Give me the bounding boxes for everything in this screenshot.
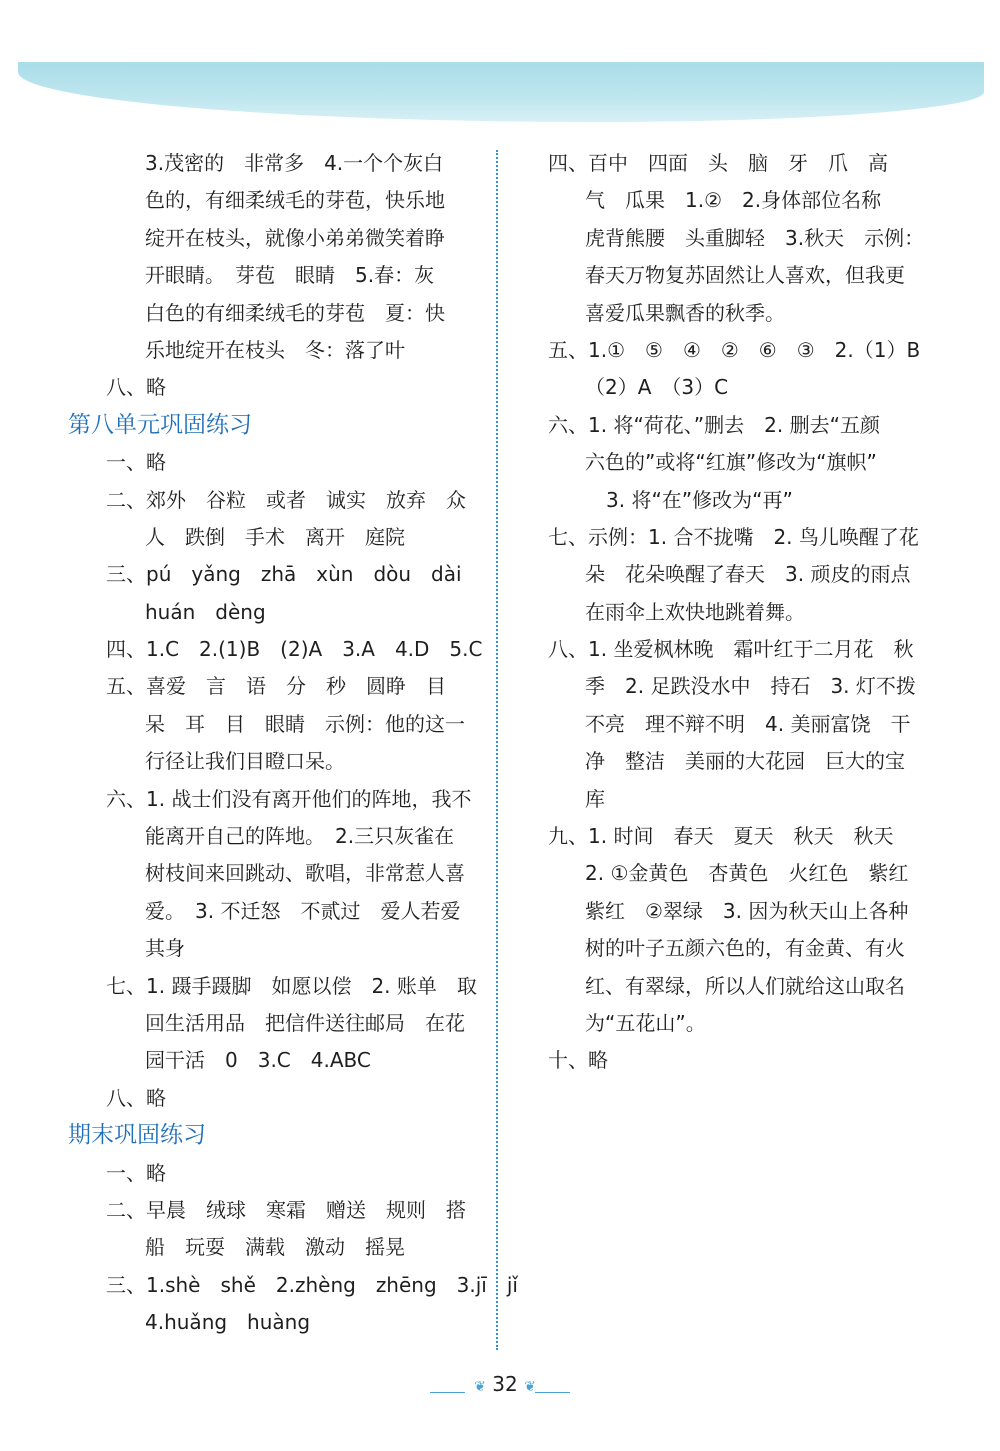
- answer-line: 乐地绽开在枝头 冬：落了叶: [145, 337, 405, 362]
- answer-line: 在雨伞上欢快地跳着舞。: [585, 599, 805, 624]
- answer-line: 不亮 理不辩不明 4. 美丽富饶 干: [585, 711, 911, 736]
- answer-line: 园干活 0 3.C 4.ABC: [145, 1048, 371, 1073]
- answer-line: 色的，有细柔绒毛的芽苞，快乐地: [145, 188, 445, 213]
- answer-line: 八、1. 坐爱枫林晚 霜叶红于二月花 秋: [548, 637, 914, 662]
- answer-line: 九、1. 时间 春天 夏天 秋天 秋天: [548, 824, 894, 849]
- answer-line: 库: [585, 786, 605, 811]
- answer-line: 回生活用品 把信件送往邮局 在花: [145, 1010, 465, 1035]
- answer-line: 能离开自己的阵地。 2.三只灰雀在: [145, 824, 455, 849]
- answer-line: （2）A （3）C: [585, 375, 729, 400]
- answer-line: 十、略: [548, 1048, 608, 1073]
- answer-line: 3.茂密的 非常多 4.一个个灰白: [145, 151, 444, 175]
- answer-line: 气 瓜果 1.② 2.身体部位名称: [585, 188, 882, 213]
- answer-line: 季 2. 足跌没水中 持石 3. 灯不拨: [585, 674, 916, 699]
- answer-line: 喜爱瓜果飘香的秋季。: [585, 300, 785, 325]
- answer-line: 绽开在枝头，就像小弟弟微笑着睁: [145, 225, 445, 250]
- answer-line: 二、郊外 谷粒 或者 诚实 放弃 众: [106, 487, 466, 512]
- answer-line: 一、略: [106, 450, 166, 475]
- answer-line: 六色的”或将“红旗”修改为“旗帜”: [585, 450, 877, 475]
- answer-line: 一、略: [106, 1160, 166, 1185]
- answer-line: 六、1. 将“荷花、”删去 2. 删去“五颜: [548, 412, 880, 437]
- section-title: 期末巩固练习: [68, 1122, 206, 1149]
- answer-line: 行径让我们目瞪口呆。: [145, 749, 345, 774]
- left-column: [40, 145, 518, 1342]
- answer-line: 七、1. 蹑手蹑脚 如愿以偿 2. 账单 取: [106, 973, 477, 998]
- answer-line: 二、早晨 绒球 寒霜 赠送 规则 搭: [106, 1197, 466, 1222]
- answer-line: 爱。 3. 不迁怒 不贰过 爱人若爱: [145, 898, 461, 923]
- answer-line: 树枝间来回跳动、歌唱，非常惹人喜: [145, 861, 465, 886]
- answer-line: huán dèng: [145, 599, 266, 624]
- answer-line: 五、喜爱 言 语 分 秒 圆睁 目: [106, 674, 446, 699]
- answer-line: 呆 耳 目 眼睛 示例：他的这一: [145, 711, 465, 736]
- answer-line: 春天万物复苏固然让人喜欢，但我更: [585, 263, 905, 288]
- answer-line: 船 玩耍 满载 激动 摇晃: [145, 1235, 405, 1260]
- answer-line: 四、百中 四面 头 脑 牙 爪 高: [548, 151, 888, 175]
- answer-line: 虎背熊腰 头重脚轻 3.秋天 示例：: [585, 225, 925, 250]
- leaf-right-icon: ❦: [524, 1379, 536, 1395]
- answer-line: 白色的有细柔绒毛的芽苞 夏：快: [145, 300, 445, 325]
- answer-line: 3. 将“在”修改为“再”: [606, 487, 793, 512]
- answer-line: 四、1.C 2.(1)B (2)A 3.A 4.D 5.C: [106, 637, 483, 662]
- answer-line: 六、1. 战士们没有离开他们的阵地，我不: [106, 786, 472, 811]
- answer-line: 紫红 ②翠绿 3. 因为秋天山上各种: [585, 898, 909, 923]
- answer-line: 三、1.shè shě 2.zhèng zhēng 3.jī jǐ: [106, 1272, 518, 1297]
- answer-line: 人 跌倒 手术 离开 庭院: [145, 524, 405, 549]
- answer-line: 其身: [145, 936, 185, 961]
- column-divider: [496, 150, 498, 1350]
- right-column: [536, 145, 932, 1080]
- answer-line: 三、pú yǎng zhā xùn dòu dài: [106, 562, 462, 587]
- answer-line: 红、有翠绿，所以人们就给这山取名: [585, 973, 905, 998]
- answer-line: 为“五花山”。: [585, 1010, 706, 1035]
- answer-line: 五、1.① ⑤ ④ ② ⑥ ③ 2.（1）B: [548, 337, 921, 362]
- leaf-left-icon: ❦: [474, 1379, 486, 1395]
- page-number: ❦ 32 ❦: [474, 1372, 536, 1396]
- answer-line: 朵 花朵唤醒了春天 3. 顽皮的雨点: [585, 562, 911, 587]
- answer-line: 七、示例：1. 合不拢嘴 2. 鸟儿唤醒了花: [548, 524, 919, 549]
- answer-line: 2. ①金黄色 杏黄色 火红色 紫红: [585, 861, 909, 886]
- section-title: 第八单元巩固练习: [68, 411, 252, 438]
- answer-line: 八、略: [106, 375, 166, 400]
- answer-line: 开眼睛。 芽苞 眼睛 5.春：灰: [145, 263, 435, 288]
- answer-line: 净 整洁 美丽的大花园 巨大的宝: [585, 749, 905, 774]
- header-band: [18, 62, 984, 122]
- answer-line: 八、略: [106, 1085, 166, 1110]
- answer-line: 树的叶子五颜六色的，有金黄、有火: [585, 936, 905, 961]
- answer-line: 4.huǎng huàng: [145, 1310, 311, 1335]
